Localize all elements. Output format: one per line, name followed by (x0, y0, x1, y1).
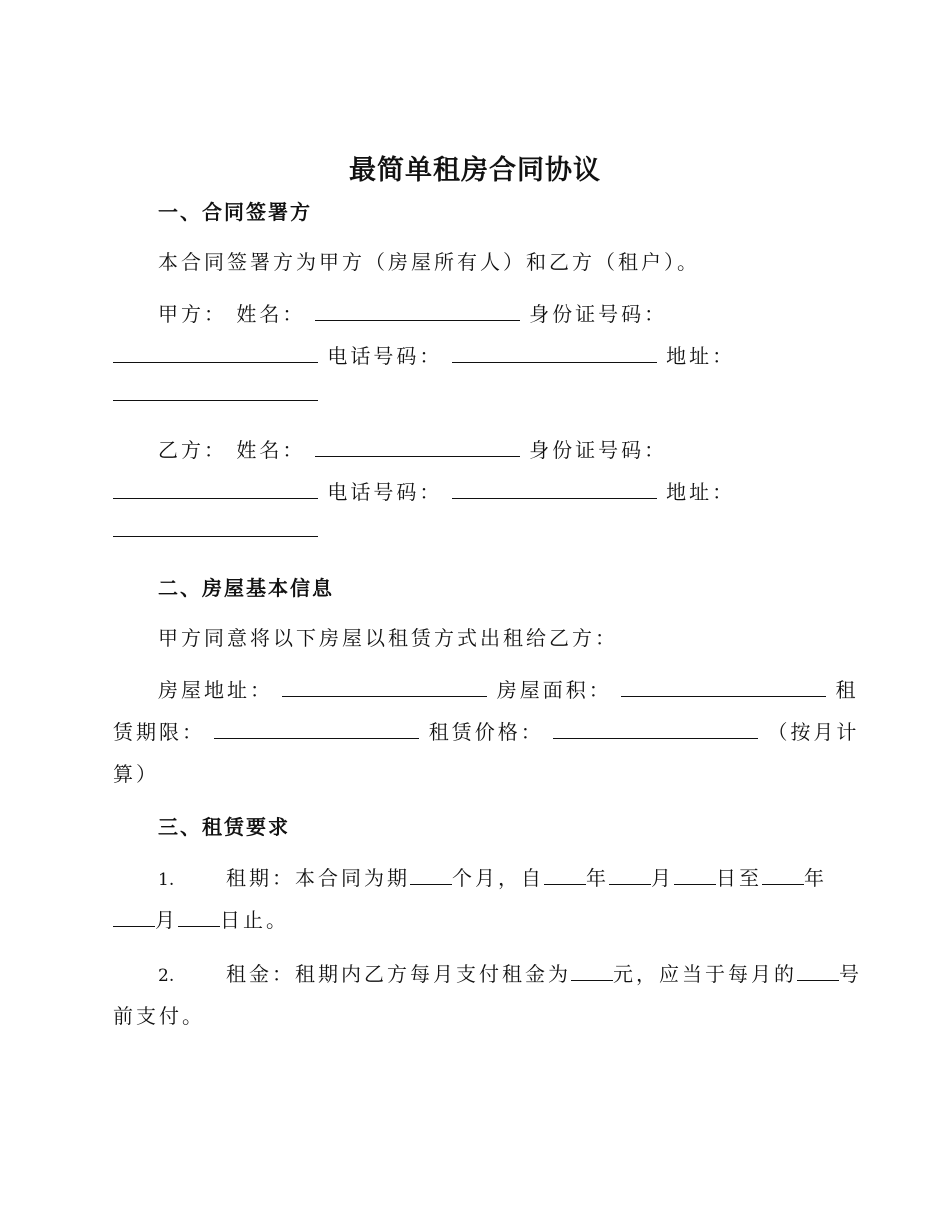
party-b-name-blank (315, 438, 520, 457)
section3-heading: 三、租赁要求 (158, 815, 290, 839)
year-label: 年 (804, 866, 827, 890)
rent-amount-blank (571, 962, 613, 981)
item2-text-a: 租金：租期内乙方每月支付租金为 (226, 962, 571, 986)
house-address-blank (282, 678, 487, 697)
item2-line-2: 前支付。 (113, 1004, 205, 1028)
item1-end: 止。 (243, 908, 289, 932)
address-label: 地址： (666, 480, 736, 504)
item1-line-2 (113, 904, 289, 933)
item1-text-a: 租期：本合同为期 (226, 866, 410, 890)
day-label: 日 (716, 866, 739, 890)
item2-line-1 (158, 958, 862, 987)
months-blank (410, 866, 452, 885)
section2-heading: 二、房屋基本信息 (158, 576, 334, 600)
month-label: 月 (155, 908, 178, 932)
end-day-blank (178, 908, 220, 927)
party-a-phone-blank (452, 344, 657, 363)
party-b-line-3 (113, 518, 318, 542)
party-a-line-2 (113, 340, 735, 369)
house-line-3 (113, 758, 159, 787)
month-label: 月 (651, 866, 674, 890)
name-label: 姓名： (236, 438, 306, 462)
party-a-name-blank (315, 302, 520, 321)
id-label: 身份证号码： (529, 302, 668, 326)
pay-day-blank (797, 962, 839, 981)
start-day-blank (674, 866, 716, 885)
monthly-note-end: 算） (113, 762, 159, 786)
party-b-line-2 (113, 476, 735, 505)
section1-intro: 本合同签署方为甲方（房屋所有人）和乙方（租户）。 (158, 250, 700, 274)
year-label: 年 (586, 866, 609, 890)
house-line-1 (158, 674, 858, 703)
item1-text-b: 个月，自 (452, 866, 544, 890)
term-char: 租 (835, 678, 859, 702)
phone-label: 电话号码： (327, 480, 443, 504)
party-a-label: 甲方： (158, 302, 227, 326)
phone-label: 电话号码： (327, 344, 443, 368)
start-month-blank (609, 866, 651, 885)
house-area-blank (621, 678, 826, 697)
party-a-id-blank (113, 344, 318, 363)
party-a-address-blank (113, 382, 318, 401)
address-label: 地址： (666, 344, 736, 368)
end-year-blank (762, 866, 804, 885)
item1-number: 1. (158, 870, 175, 890)
name-label: 姓名： (236, 302, 306, 326)
to-label: 至 (739, 866, 762, 890)
house-address-label: 房屋地址： (158, 678, 273, 702)
price-label: 租赁价格： (428, 720, 544, 744)
start-year-blank (544, 866, 586, 885)
house-line-2 (113, 716, 859, 745)
term-blank (214, 720, 419, 739)
party-a-line-3 (113, 382, 318, 406)
item2-text-b: 元，应当于每月的 (613, 962, 797, 986)
party-b-id-blank (113, 480, 318, 499)
section1-heading: 一、合同签署方 (158, 200, 312, 224)
term-label: 赁期限： (113, 720, 205, 744)
document-title: 最简单租房合同协议 (349, 155, 601, 186)
price-blank (553, 720, 758, 739)
item2-number: 2. (158, 966, 175, 986)
party-b-label: 乙方： (158, 438, 227, 462)
party-a-line-1 (158, 298, 667, 327)
id-label: 身份证号码： (529, 438, 668, 462)
party-b-phone-blank (452, 480, 657, 499)
party-b-line-1 (158, 434, 667, 463)
house-area-label: 房屋面积： (496, 678, 612, 702)
party-b-address-blank (113, 518, 318, 537)
day-label: 日 (220, 908, 243, 932)
item2-text-c: 号 (839, 962, 862, 986)
section2-intro: 甲方同意将以下房屋以租赁方式出租给乙方： (158, 626, 618, 650)
monthly-note: （按月计 (767, 720, 860, 744)
item1-line-1 (158, 862, 827, 891)
end-month-blank (113, 908, 155, 927)
